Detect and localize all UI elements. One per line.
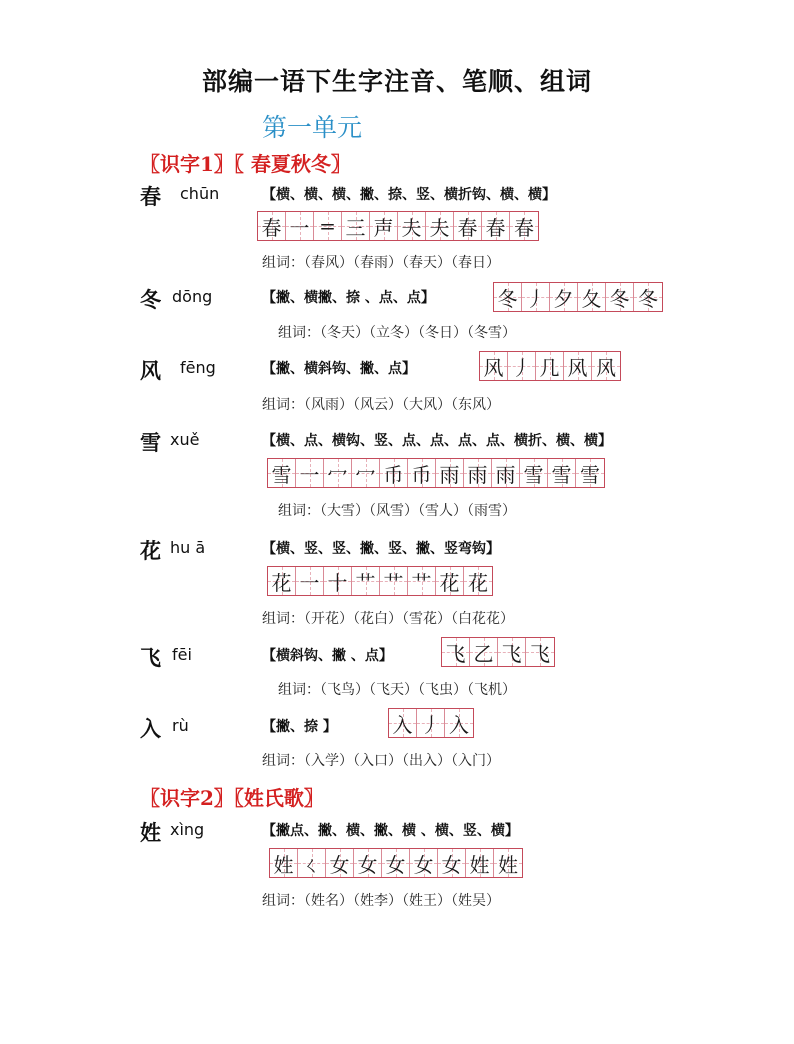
stroke-names: 【撇、横斜钩、撇、点】 bbox=[262, 361, 416, 377]
stroke-step-glyph: 夕 bbox=[553, 286, 574, 311]
stroke-step-cell bbox=[564, 352, 592, 380]
word-list: 组词：（姓名）（姓李）（姓王）（姓吴） bbox=[262, 893, 500, 909]
stroke-step-cell bbox=[606, 283, 634, 311]
stroke-step-cell bbox=[464, 567, 492, 595]
stroke-step-cell bbox=[380, 567, 408, 595]
stroke-step-glyph: = bbox=[319, 214, 336, 238]
stroke-names: 【撇点、撇、横、撇、横 、横、竖、横】 bbox=[262, 823, 519, 839]
stroke-step-glyph: 雪 bbox=[580, 462, 600, 487]
stroke-step-cell bbox=[578, 283, 606, 311]
stroke-step-cell bbox=[470, 638, 498, 666]
stroke-step-cell bbox=[314, 212, 342, 240]
stroke-names: 【横、竖、竖、撇、竖、撇、竖弯钩】 bbox=[262, 541, 500, 557]
stroke-step-glyph: 几 bbox=[539, 355, 560, 380]
stroke-step-glyph: ㄑ bbox=[301, 852, 322, 877]
pinyin: chūn bbox=[180, 184, 220, 203]
stroke-step-glyph: 乙 bbox=[473, 641, 494, 666]
stroke-step-glyph: 春 bbox=[485, 215, 506, 240]
stroke-step-glyph: 飞 bbox=[530, 641, 550, 666]
unit-heading: 第一单元 bbox=[262, 113, 363, 142]
stroke-order-grid bbox=[269, 848, 523, 878]
stroke-step-cell bbox=[324, 567, 352, 595]
word-list: 组词：（冬天）（立冬）（冬日）（冬雪） bbox=[278, 325, 516, 341]
char-heading: 姓 bbox=[140, 820, 161, 845]
word-list: 组词：（开花）（花白）（雪花）（白花花） bbox=[262, 611, 514, 627]
stroke-step-glyph: 夫 bbox=[429, 215, 450, 240]
pinyin: fēng bbox=[180, 358, 216, 377]
stroke-step-glyph: 雨 bbox=[495, 462, 516, 487]
stroke-step-glyph: 风 bbox=[567, 355, 588, 380]
stroke-step-glyph: 花 bbox=[439, 570, 460, 595]
stroke-step-cell bbox=[526, 638, 554, 666]
stroke-step-cell bbox=[326, 849, 354, 877]
stroke-step-cell bbox=[508, 352, 536, 380]
stroke-step-cell bbox=[480, 352, 508, 380]
stroke-step-glyph: 币 bbox=[411, 462, 432, 487]
stroke-step-cell bbox=[510, 212, 538, 240]
stroke-step-glyph: 花 bbox=[271, 570, 292, 595]
stroke-step-glyph: 女 bbox=[385, 852, 406, 877]
stroke-step-cell bbox=[417, 709, 445, 737]
stroke-step-cell bbox=[352, 459, 380, 487]
stroke-step-glyph: 丿 bbox=[511, 355, 532, 380]
stroke-step-cell bbox=[436, 459, 464, 487]
stroke-step-cell bbox=[436, 567, 464, 595]
stroke-step-cell bbox=[398, 212, 426, 240]
word-list: 组词：（大雪）（风雪）（雪人）（雨雪） bbox=[278, 503, 516, 519]
stroke-step-glyph: 女 bbox=[413, 852, 434, 877]
stroke-step-glyph: 风 bbox=[483, 355, 504, 380]
stroke-order-grid bbox=[267, 458, 605, 488]
stroke-order-grid bbox=[493, 282, 663, 312]
stroke-step-cell bbox=[520, 459, 548, 487]
stroke-step-cell bbox=[268, 567, 296, 595]
stroke-names: 【横、横、横、撇、捺、竖、横折钩、横、横】 bbox=[262, 187, 556, 203]
word-list: 组词：（风雨）（风云）（大风）（东风） bbox=[262, 397, 500, 413]
stroke-step-cell bbox=[442, 638, 470, 666]
stroke-step-glyph: 雨 bbox=[439, 462, 460, 487]
char-heading: 花 bbox=[140, 538, 161, 563]
stroke-step-cell bbox=[286, 212, 314, 240]
stroke-step-glyph: 艹 bbox=[383, 570, 404, 595]
stroke-step-cell bbox=[522, 283, 550, 311]
stroke-step-glyph: 冬 bbox=[638, 286, 658, 311]
char-heading: 春 bbox=[140, 184, 161, 209]
stroke-step-cell bbox=[494, 283, 522, 311]
stroke-names: 【撇、捺 】 bbox=[262, 719, 337, 735]
stroke-step-glyph: 丿 bbox=[525, 286, 546, 311]
stroke-names: 【撇、横撇、捺 、点、点】 bbox=[262, 290, 435, 306]
stroke-step-glyph: 入 bbox=[392, 712, 413, 737]
stroke-step-glyph: 十 bbox=[327, 570, 348, 595]
stroke-step-cell bbox=[438, 849, 466, 877]
stroke-step-cell bbox=[270, 849, 298, 877]
pinyin: hu ā bbox=[170, 538, 206, 557]
stroke-order-grid bbox=[479, 351, 621, 381]
stroke-step-glyph: 雪 bbox=[551, 462, 572, 487]
stroke-step-glyph: 一 bbox=[299, 570, 320, 595]
stroke-step-glyph: 飞 bbox=[445, 641, 466, 666]
stroke-order-grid bbox=[388, 708, 474, 738]
stroke-step-glyph: 三 bbox=[345, 215, 366, 240]
pinyin: xìng bbox=[170, 820, 205, 839]
stroke-step-cell bbox=[268, 459, 296, 487]
stroke-step-glyph: 雪 bbox=[271, 462, 292, 487]
stroke-step-cell bbox=[370, 212, 398, 240]
stroke-step-cell bbox=[408, 567, 436, 595]
stroke-step-glyph: 女 bbox=[329, 852, 350, 877]
stroke-step-cell bbox=[354, 849, 382, 877]
stroke-step-cell bbox=[426, 212, 454, 240]
section-heading-2: 〖识字2〗〖姓氏歌〗 bbox=[140, 786, 324, 810]
stroke-step-glyph: 冬 bbox=[497, 286, 518, 311]
char-heading: 冬 bbox=[140, 287, 161, 312]
stroke-step-cell bbox=[389, 709, 417, 737]
stroke-step-cell bbox=[466, 849, 494, 877]
stroke-names: 【横斜钩、撇 、点】 bbox=[262, 648, 393, 664]
stroke-step-glyph: 夫 bbox=[401, 215, 422, 240]
stroke-step-glyph: 春 bbox=[261, 215, 282, 240]
stroke-step-glyph: 女 bbox=[357, 852, 378, 877]
stroke-step-cell bbox=[494, 849, 522, 877]
stroke-step-glyph: 姓 bbox=[469, 852, 490, 877]
pinyin: fēi bbox=[172, 645, 192, 664]
stroke-step-glyph: 姓 bbox=[498, 852, 518, 877]
stroke-order-grid bbox=[441, 637, 555, 667]
pinyin: rù bbox=[172, 716, 189, 735]
stroke-step-glyph: 币 bbox=[383, 462, 404, 487]
stroke-step-cell bbox=[410, 849, 438, 877]
stroke-step-glyph: 艹 bbox=[411, 570, 432, 595]
char-heading: 风 bbox=[140, 358, 161, 383]
page-title: 部编一语下生字注音、笔顺、组词 bbox=[201, 67, 592, 96]
word-list: 组词：（入学）（入口）（出入）（入门） bbox=[262, 753, 500, 769]
stroke-step-glyph: 冬 bbox=[609, 286, 630, 311]
stroke-step-glyph: 雨 bbox=[467, 462, 488, 487]
stroke-step-cell bbox=[454, 212, 482, 240]
word-list: 组词：（飞鸟）（飞天）（飞虫）（飞机） bbox=[278, 682, 516, 698]
stroke-step-cell bbox=[382, 849, 410, 877]
stroke-order-grid bbox=[257, 211, 539, 241]
stroke-step-glyph: 入 bbox=[449, 712, 469, 737]
section-heading-1: 〖识字1〗〖 春夏秋冬〗 bbox=[140, 152, 351, 176]
stroke-step-cell bbox=[592, 352, 620, 380]
stroke-step-cell bbox=[445, 709, 473, 737]
stroke-step-glyph: 一 bbox=[289, 215, 310, 240]
stroke-step-cell bbox=[492, 459, 520, 487]
stroke-step-cell bbox=[352, 567, 380, 595]
stroke-step-glyph: 姓 bbox=[273, 852, 294, 877]
stroke-step-cell bbox=[296, 567, 324, 595]
stroke-step-cell bbox=[408, 459, 436, 487]
stroke-step-glyph: 一 bbox=[299, 462, 320, 487]
stroke-step-cell bbox=[324, 459, 352, 487]
word-list: 组词：（春风）（春雨）（春天）（春日） bbox=[262, 255, 500, 271]
stroke-step-cell bbox=[498, 638, 526, 666]
char-heading: 飞 bbox=[140, 645, 161, 670]
stroke-step-glyph: 冖 bbox=[327, 462, 348, 487]
stroke-step-glyph: 花 bbox=[468, 570, 488, 595]
stroke-step-glyph: 艹 bbox=[355, 570, 376, 595]
stroke-step-cell bbox=[634, 283, 662, 311]
stroke-step-cell bbox=[576, 459, 604, 487]
stroke-step-glyph: 丿 bbox=[420, 712, 441, 737]
stroke-step-cell bbox=[298, 849, 326, 877]
stroke-step-cell bbox=[342, 212, 370, 240]
stroke-step-glyph: 女 bbox=[441, 852, 462, 877]
stroke-step-cell bbox=[464, 459, 492, 487]
char-heading: 入 bbox=[140, 716, 161, 741]
stroke-step-glyph: 冖 bbox=[355, 462, 376, 487]
stroke-step-glyph: 风 bbox=[596, 355, 616, 380]
stroke-step-glyph: 雪 bbox=[523, 462, 544, 487]
stroke-step-cell bbox=[380, 459, 408, 487]
char-heading: 雪 bbox=[140, 430, 161, 455]
stroke-step-cell bbox=[296, 459, 324, 487]
pinyin: dōng bbox=[172, 287, 213, 306]
stroke-step-glyph: 春 bbox=[514, 215, 534, 240]
stroke-step-cell bbox=[536, 352, 564, 380]
stroke-step-cell bbox=[550, 283, 578, 311]
stroke-step-cell bbox=[482, 212, 510, 240]
stroke-order-grid bbox=[267, 566, 493, 596]
stroke-step-glyph: 飞 bbox=[501, 641, 522, 666]
stroke-step-cell bbox=[258, 212, 286, 240]
stroke-step-cell bbox=[548, 459, 576, 487]
stroke-step-glyph: 声 bbox=[373, 215, 394, 240]
stroke-step-glyph: 春 bbox=[457, 215, 478, 240]
pinyin: xuě bbox=[170, 430, 200, 449]
stroke-names: 【横、点、横钩、竖、点、点、点、点、横折、横、横】 bbox=[262, 433, 612, 449]
stroke-step-glyph: 夂 bbox=[581, 286, 602, 311]
